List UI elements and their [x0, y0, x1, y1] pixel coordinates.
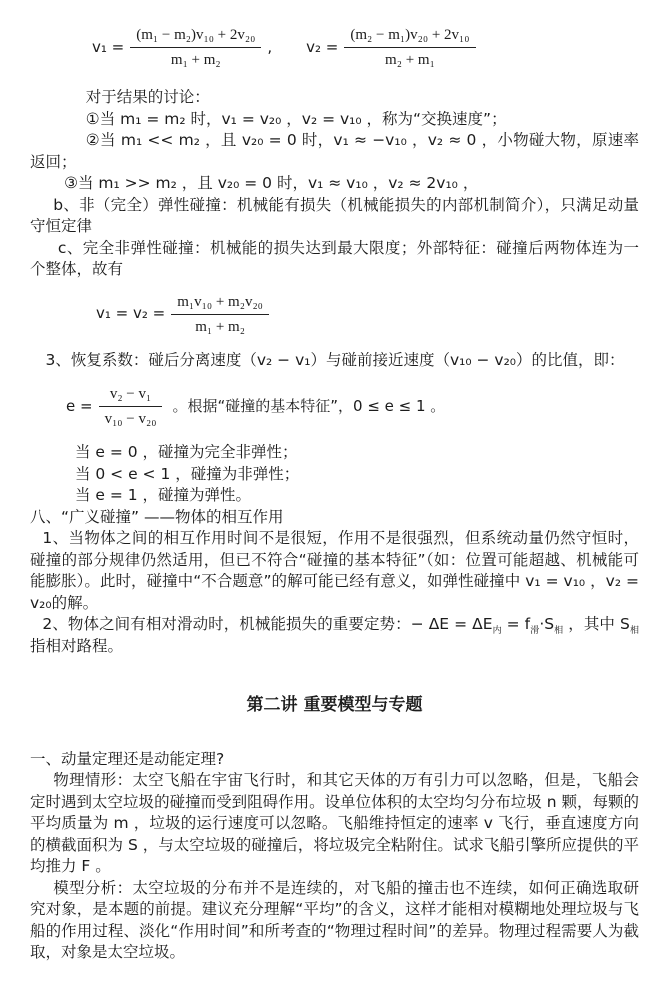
para-discussion-case1: ①当 m₁ = m₂ 时，v₁ = v₂₀ ，v₂ = v₁₀ ，称为“交换速度”； [85, 109, 507, 128]
heading-generalized-collision: 八、“广义碰撞” ——物体的相互作用 [30, 507, 284, 526]
formula-elastic-collision-velocities [30, 24, 639, 71]
subscript-text: 相 [554, 626, 564, 637]
para-text: 指相对路程。 [30, 636, 124, 655]
para-inelastic-collision: b、非（完全）弹性碰撞：机械能有损失（机械能损失的内部机制简介），只满足动量守恒定律 [30, 195, 639, 235]
para-discussion-case2: ②当 m₁ << m₂ ，且 v₂₀ = 0 时，v₁ ≈ −v₁₀ ，v₂ ≈ 0 ，小物碰大物，原速率返回； [30, 131, 639, 171]
para-text: = f [501, 615, 531, 633]
subscript-text: 内 [492, 626, 502, 637]
fraction-v1 [130, 24, 261, 71]
para-text: ·S [539, 615, 555, 633]
para-generalized-collision-1: 1、当物体之间的相互作用时间不是很短，作用不是很强烈，但系统动量仍然守恒时，碰撞的部分规律仍然适用，但已不符合“碰撞的基本特征”（如：位置可能超越、机械能可能膨胀）。此时，碰撞中“不合题意”的解可能已经有意义，如弹性碰撞中 v₁ = v₁₀ ，v₂ = v₂₀的解。 [30, 529, 639, 612]
formula-e-lhs: e = [66, 396, 93, 415]
formula-common-velocity [30, 291, 639, 338]
fraction-numerator: (m₂ − m₁)v₂₀ + 2v₁₀ [344, 24, 475, 48]
para-restitution-case1: 当 e = 0 ，碰撞为完全非弹性； [74, 443, 298, 461]
fraction-denominator: m₂ + m₁ [385, 52, 435, 68]
heading-lecture-2: 第二讲 重要模型与专题 [246, 695, 423, 715]
para-generalized-collision-2 [30, 614, 639, 657]
formula-restitution-note: 。根据“碰撞的基本特征”，0 ≤ e ≤ 1 。 [172, 396, 446, 415]
formula-v1-lhs: v₁ = [92, 37, 125, 56]
para-perfectly-inelastic-collision: c、完全非弹性碰撞：机械能的损失达到最大限度；外部特征：碰撞后两物体连为一个整体，故有 [30, 238, 639, 278]
fraction-numerator: m₁v₁₀ + m₂v₂₀ [171, 291, 269, 315]
fraction-numerator: (m₁ − m₂)v₁₀ + 2v₂₀ [130, 24, 261, 48]
para-discussion-intro: 对于结果的讨论： [85, 88, 210, 106]
fraction-numerator: v₂ − v₁ [99, 383, 163, 407]
formula-lhs: v₁ = v₂ = [96, 304, 166, 323]
formula-v2-lhs: v₂ = [306, 37, 339, 56]
fraction-denominator: m₁ + m₂ [170, 52, 221, 68]
heading-section-1: 一、动量定理还是动能定理? [30, 749, 225, 768]
subscript-text: 滑 [530, 626, 540, 637]
fraction-denominator: m₁ + m₂ [195, 318, 245, 335]
para-text: 2、物体之间有相对滑动时，机械能损失的重要定势：− ΔE = ΔE [42, 615, 493, 633]
subscript-text: 相 [629, 626, 639, 637]
para-restitution-case3: 当 e = 1 ，碰撞为弹性。 [74, 486, 252, 504]
fraction-common-velocity [171, 291, 269, 338]
para-physical-situation: 物理情形：太空飞船在宇宙飞行时，和其它天体的万有引力可以忽略，但是，飞船会定时遇到太空垃圾的碰撞而受到阻碍作用。设单位体积的太空均匀分布垃圾 n 颗，每颗的平均质量为 m ，垃圾的运行速度可以忽略。飞船维持恒定的速率 v 飞行，垂直速度方向的横截面积为 S ，与太空垃圾的碰撞后，将垃圾完全粘附住。试求飞船引擎所应提供的平均推力 F 。 [30, 771, 639, 875]
fraction-denominator: v₁₀ − v₂₀ [104, 411, 157, 427]
fraction-v2 [344, 24, 475, 71]
formula-restitution-coefficient [30, 383, 639, 430]
para-restitution-case2: 当 0 < e < 1 ，碰撞为非弹性； [74, 464, 300, 483]
formula-separator: , [267, 37, 273, 56]
fraction-restitution [99, 383, 163, 430]
para-discussion-case3: ③当 m₁ >> m₂ ，且 v₂₀ = 0 时，v₁ ≈ v₁₀ ，v₂ ≈ 2v₁₀ ， [64, 174, 479, 192]
para-restitution-intro: 3、恢复系数：碰后分离速度（v₂ − v₁）与碰前接近速度（v₁₀ − v₂₀）的比值，即： [45, 350, 625, 369]
para-text: ，其中 S [563, 615, 630, 633]
para-model-analysis: 模型分析：太空垃圾的分布并不是连续的，对飞船的撞击也不连续，如何正确选取研究对象，是本题的前提。建议充分理解“平均”的含义，这样才能相对模糊地处理垃圾与飞船的作用过程、淡化“作用时间”和所考查的“物理过程时间”的差异。物理过程需要人为截取，对象是太空垃圾。 [30, 878, 639, 961]
